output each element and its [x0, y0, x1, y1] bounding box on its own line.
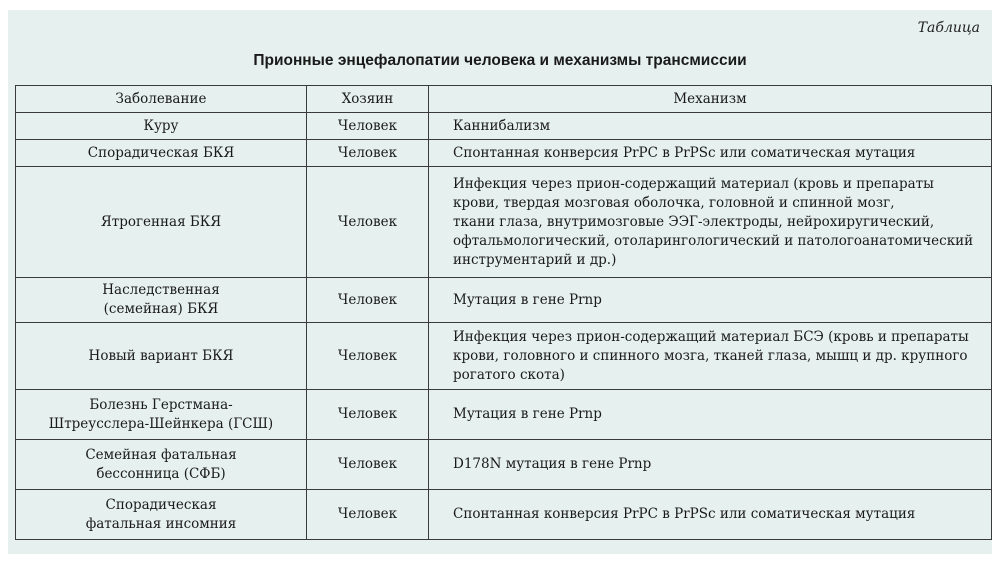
host-cell: Человек	[307, 323, 429, 390]
mechanism-cell: Мутация в гене Prnp	[429, 278, 992, 323]
host-cell: Человек	[307, 140, 429, 167]
disease-cell: Наследственная (семейная) БКЯ	[16, 278, 307, 323]
disease-cell: Спорадическая фатальная инсомния	[16, 490, 307, 540]
table-row	[16, 323, 992, 390]
table-row	[16, 390, 992, 440]
host-cell: Человек	[307, 167, 429, 278]
mechanism-cell: Инфекция через прион-содержащий материал (кровь и препараты крови, твердая мозговая оболочка, головной и спинной мозг, ткани глаза, внутримозговые ЭЭГ-электроды, нейрохиругический, офтальмологический, отоларингологический и патологоанатомический инструментарий и др.)	[429, 167, 992, 278]
table-title: Прионные энцефалопатии человека и механизмы трансмиссии	[253, 52, 747, 69]
header-disease: Заболевание	[16, 86, 307, 113]
disease-cell: Спорадическая БКЯ	[16, 140, 307, 167]
mechanism-cell: Мутация в гене Prnp	[429, 390, 992, 440]
mechanism-cell: D178N мутация в гене Prnp	[429, 440, 992, 490]
mechanism-cell: Каннибализм	[429, 113, 992, 140]
table-row	[16, 113, 992, 140]
disease-cell: Новый вариант БКЯ	[16, 323, 307, 390]
disease-cell: Семейная фатальная бессонница (СФБ)	[16, 440, 307, 490]
header-row	[16, 86, 992, 113]
header-host: Хозяин	[307, 86, 429, 113]
mechanism-cell: Инфекция через прион-содержащий материал БСЭ (кровь и препараты крови, головного и спинного мозга, тканей глаза, мышц и др. крупного рогатого скота)	[429, 323, 992, 390]
disease-cell: Болезнь Герстмана- Штреусслера-Шейнкера (ГСШ)	[16, 390, 307, 440]
table-row	[16, 440, 992, 490]
prion-table	[15, 85, 992, 540]
mechanism-cell: Спонтанная конверсия PrPC в PrPSc или соматическая мутация	[429, 490, 992, 540]
host-cell: Человек	[307, 440, 429, 490]
host-cell: Человек	[307, 113, 429, 140]
table-caption: Таблица	[917, 20, 980, 36]
table-row	[16, 140, 992, 167]
table-row	[16, 167, 992, 278]
mechanism-cell: Спонтанная конверсия PrPC в PrPSc или соматическая мутация	[429, 140, 992, 167]
header-mechanism: Механизм	[429, 86, 992, 113]
table-row	[16, 278, 992, 323]
host-cell: Человек	[307, 490, 429, 540]
host-cell: Человек	[307, 390, 429, 440]
table-panel	[8, 10, 992, 554]
disease-cell: Куру	[16, 113, 307, 140]
table-row	[16, 490, 992, 540]
disease-cell: Ятрогенная БКЯ	[16, 167, 307, 278]
host-cell: Человек	[307, 278, 429, 323]
